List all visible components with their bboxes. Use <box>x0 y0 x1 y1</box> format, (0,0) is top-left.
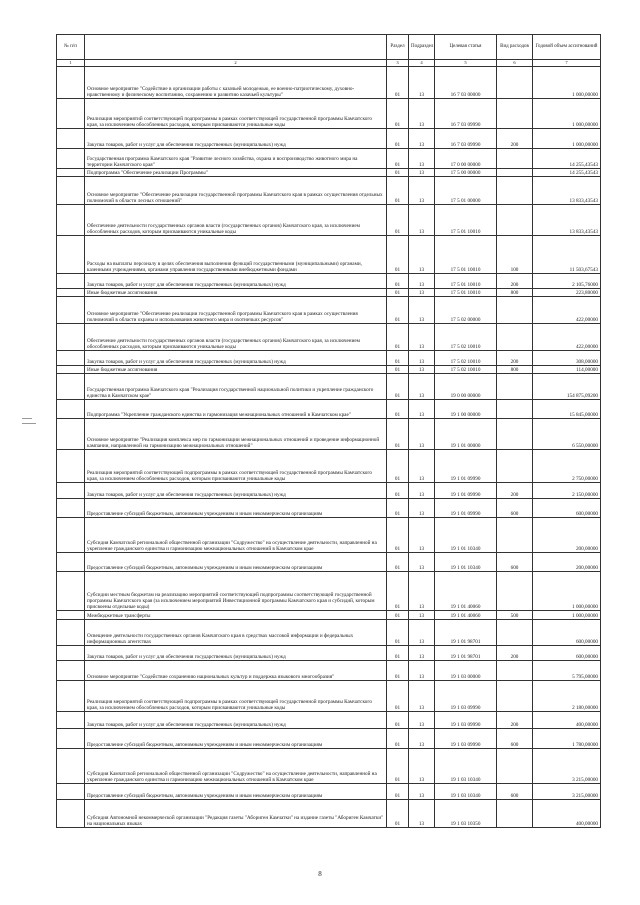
row-section-cell: 01 <box>387 297 409 324</box>
table-row <box>57 419 601 450</box>
row-name-cell: Основное мероприятие "Реализация комплекса мер по гармонизации межнациональных отношений и проведение информационной кампании, направленной на гармонизацию межнациональных отношений" <box>85 419 387 450</box>
row-name-cell: Закупка товаров, работ и услуг для обеспечения государственных (муниципальных) нужд <box>85 483 387 499</box>
row-number-cell <box>57 661 85 681</box>
row-section-cell: 01 <box>387 518 409 553</box>
row-amount-cell: 1 000,00000 <box>533 129 601 149</box>
row-expense-type-cell <box>497 681 533 712</box>
row-number-cell <box>57 99 85 129</box>
row-expense-type-cell: 200 <box>497 646 533 661</box>
row-name-cell: Государственная программа Камчатского края "Реализация государственной национальной политики и укрепление гражданского единства в Камчатском крае" <box>85 374 387 400</box>
row-article-cell: 19 1 03 10350 <box>435 800 497 828</box>
header-subsection: Подраздел <box>409 35 435 60</box>
row-subsection-cell: 13 <box>409 553 435 572</box>
row-article-cell: 17 5 01 10010 <box>435 205 497 236</box>
row-article-cell: 17 5 01 10010 <box>435 274 497 289</box>
row-name-cell: Основное мероприятие "Содействие в организации работы с казачьей молодежью, ее военно-патриотическому, духовно-нравственному и физическому воспитанию, сохранению и развитию казачьей культуры" <box>85 67 387 99</box>
row-section-cell: 01 <box>387 646 409 661</box>
table-row <box>57 712 601 729</box>
row-amount-cell: 422,00000 <box>533 324 601 351</box>
row-name-cell: Закупка товаров, работ и услуг для обеспечения государственных (муниципальных) нужд <box>85 351 387 366</box>
header-volume: Годовой объем ассигнований <box>533 35 601 60</box>
row-amount-cell: 2 105,76000 <box>533 274 601 289</box>
header-section: Раздел <box>387 35 409 60</box>
row-amount-cell: 3 215,00000 <box>533 784 601 800</box>
row-number-cell <box>57 611 85 620</box>
table-row <box>57 450 601 483</box>
row-expense-type-cell <box>497 149 533 169</box>
row-amount-cell: 1 000,00000 <box>533 611 601 620</box>
row-expense-type-cell <box>497 169 533 177</box>
row-article-cell: 16 7 03 09990 <box>435 99 497 129</box>
row-expense-type-cell <box>497 324 533 351</box>
row-name-cell: Обеспечение деятельности государственных органов власти (государственных органов) Камчатского края, за исключением обособленных расходов, которым присваиваются уникальные коды <box>85 205 387 236</box>
table-row <box>57 611 601 620</box>
row-name-cell: Межбюджетные трансферты <box>85 611 387 620</box>
column-number: 7 <box>533 60 601 67</box>
row-name-cell: Основное мероприятие "Обеспечение реализации государственной программы Камчатского края в рамках осуществления отдельных полномочий в области лесных отношений" <box>85 177 387 205</box>
row-amount-cell: 200,00000 <box>533 553 601 572</box>
row-article-cell: 16 7 03 09990 <box>435 129 497 149</box>
row-subsection-cell: 13 <box>409 749 435 784</box>
table-row <box>57 646 601 661</box>
header-expense-type: Вид расходов <box>497 35 533 60</box>
row-amount-cell: 13 833,43543 <box>533 177 601 205</box>
table-row <box>57 784 601 800</box>
row-article-cell: 19 1 01 09990 <box>435 499 497 518</box>
row-name-cell: Основное мероприятие "Содействие сохранению национальных культур и поддержка языкового многообразия" <box>85 661 387 681</box>
row-subsection-cell: 13 <box>409 274 435 289</box>
row-name-cell: Закупка товаров, работ и услуг для обеспечения государственных (муниципальных) нужд <box>85 274 387 289</box>
page-number: 8 <box>318 870 322 878</box>
margin-mark <box>22 423 36 424</box>
column-number: 4 <box>409 60 435 67</box>
row-amount-cell: 14 255,43543 <box>533 149 601 169</box>
column-number: 3 <box>387 60 409 67</box>
row-amount-cell: 223,80000 <box>533 289 601 297</box>
row-expense-type-cell <box>497 177 533 205</box>
row-name-cell: Предоставление субсидий бюджетным, автономным учреждениям и иным некоммерческим организациям <box>85 784 387 800</box>
table-row <box>57 351 601 366</box>
row-amount-cell: 600,00000 <box>533 646 601 661</box>
column-number: 6 <box>497 60 533 67</box>
table-row <box>57 518 601 553</box>
row-expense-type-cell: 600 <box>497 784 533 800</box>
row-expense-type-cell: 600 <box>497 499 533 518</box>
row-subsection-cell: 13 <box>409 67 435 99</box>
row-subsection-cell: 13 <box>409 499 435 518</box>
row-section-cell: 01 <box>387 67 409 99</box>
row-number-cell <box>57 149 85 169</box>
row-name-cell: Иные бюджетные ассигнования <box>85 289 387 297</box>
row-number-cell <box>57 729 85 749</box>
row-amount-cell: 14 255,43543 <box>533 169 601 177</box>
row-section-cell: 01 <box>387 800 409 828</box>
row-section-cell: 01 <box>387 681 409 712</box>
row-section-cell: 01 <box>387 712 409 729</box>
row-name-cell: Основное мероприятие "Обеспечение реализации государственной программы Камчатского края в рамках осуществления полномочий в области охраны и использования животного мира и охотничьих ресурсов" <box>85 297 387 324</box>
row-amount-cell: 13 833,43543 <box>533 205 601 236</box>
row-subsection-cell: 13 <box>409 784 435 800</box>
row-section-cell: 01 <box>387 419 409 450</box>
row-number-cell <box>57 129 85 149</box>
table-row <box>57 99 601 129</box>
row-name-cell: Подпрограмма "Укрепление гражданского единства и гармонизация межнациональных отношений в Камчатском крае" <box>85 400 387 419</box>
row-subsection-cell: 13 <box>409 99 435 129</box>
row-expense-type-cell <box>497 620 533 646</box>
row-section-cell: 01 <box>387 450 409 483</box>
row-number-cell <box>57 784 85 800</box>
row-article-cell: 17 5 02 10010 <box>435 351 497 366</box>
row-name-cell: Закупка товаров, работ и услуг для обеспечения государственных (муниципальных) нужд <box>85 646 387 661</box>
row-article-cell: 19 1 03 10340 <box>435 749 497 784</box>
row-number-cell <box>57 177 85 205</box>
row-amount-cell: 114,00000 <box>533 366 601 374</box>
table-row <box>57 274 601 289</box>
table-row <box>57 661 601 681</box>
row-amount-cell: 2 180,00000 <box>533 681 601 712</box>
row-section-cell: 01 <box>387 289 409 297</box>
row-section-cell: 01 <box>387 374 409 400</box>
row-subsection-cell: 13 <box>409 729 435 749</box>
row-name-cell: Реализация мероприятий соответствующей подпрограммы в рамках соответствующей государственной программы Камчатского края, за исключением обособленных расходов, которым присваиваются уникальные коды <box>85 681 387 712</box>
row-article-cell: 19 1 01 98701 <box>435 646 497 661</box>
row-amount-cell: 600,00000 <box>533 620 601 646</box>
table-body <box>57 67 601 828</box>
row-section-cell: 01 <box>387 729 409 749</box>
row-article-cell: 17 5 02 10010 <box>435 324 497 351</box>
row-expense-type-cell <box>497 374 533 400</box>
row-number-cell <box>57 236 85 274</box>
row-number-cell <box>57 289 85 297</box>
row-section-cell: 01 <box>387 749 409 784</box>
row-expense-type-cell: 200 <box>497 712 533 729</box>
row-section-cell: 01 <box>387 274 409 289</box>
budget-table <box>56 34 601 828</box>
row-expense-type-cell <box>497 518 533 553</box>
row-article-cell: 19 1 01 40060 <box>435 611 497 620</box>
row-number-cell <box>57 681 85 712</box>
row-article-cell: 17 0 00 00000 <box>435 149 497 169</box>
table-row <box>57 289 601 297</box>
row-name-cell: Субсидия Автономной некоммерческой организации "Редакция газеты "Абориген Камчатки" на издание газеты "Абориген Камчатки" на национальных языках <box>85 800 387 828</box>
budget-page <box>56 34 600 828</box>
row-section-cell: 01 <box>387 236 409 274</box>
row-subsection-cell: 13 <box>409 661 435 681</box>
row-expense-type-cell: 600 <box>497 553 533 572</box>
row-number-cell <box>57 712 85 729</box>
row-amount-cell: 154 875,09200 <box>533 374 601 400</box>
column-number: 1 <box>57 60 85 67</box>
row-number-cell <box>57 800 85 828</box>
row-expense-type-cell: 800 <box>497 289 533 297</box>
row-article-cell: 19 1 03 09990 <box>435 681 497 712</box>
row-expense-type-cell <box>497 800 533 828</box>
row-number-cell <box>57 419 85 450</box>
row-subsection-cell: 13 <box>409 149 435 169</box>
table-row <box>57 483 601 499</box>
row-amount-cell: 1 780,00000 <box>533 729 601 749</box>
row-name-cell: Освещение деятельности государственных органов Камчатского края в средствах массовой информации и федеральных информационных агентствах <box>85 620 387 646</box>
row-expense-type-cell <box>497 99 533 129</box>
row-article-cell: 19 1 01 40060 <box>435 572 497 611</box>
row-subsection-cell: 13 <box>409 297 435 324</box>
row-name-cell: Расходы на выплаты персоналу в целях обеспечения выполнения функций государственными (муниципальными) органами, казенными учреждениями, органами управления государственными внебюджетными фондами <box>85 236 387 274</box>
row-subsection-cell: 13 <box>409 800 435 828</box>
row-name-cell: Обеспечение деятельности государственных органов власти (государственных органов) Камчатского края, за исключением обособленных расходов, которым присваиваются уникальные коды <box>85 324 387 351</box>
row-section-cell: 01 <box>387 99 409 129</box>
row-amount-cell: 200,00000 <box>533 518 601 553</box>
row-name-cell: Предоставление субсидий бюджетным, автономным учреждениям и иным некоммерческим организациям <box>85 729 387 749</box>
row-number-cell <box>57 646 85 661</box>
row-article-cell: 19 1 01 00000 <box>435 419 497 450</box>
row-amount-cell: 1 000,00000 <box>533 572 601 611</box>
row-section-cell: 01 <box>387 149 409 169</box>
row-number-cell <box>57 450 85 483</box>
row-expense-type-cell: 500 <box>497 611 533 620</box>
row-section-cell: 01 <box>387 661 409 681</box>
row-expense-type-cell <box>497 400 533 419</box>
row-amount-cell: 11 503,67543 <box>533 236 601 274</box>
row-number-cell <box>57 620 85 646</box>
table-row <box>57 67 601 99</box>
row-subsection-cell: 13 <box>409 366 435 374</box>
table-row <box>57 177 601 205</box>
row-name-cell: Закупка товаров, работ и услуг для обеспечения государственных (муниципальных) нужд <box>85 129 387 149</box>
table-row <box>57 499 601 518</box>
row-expense-type-cell <box>497 419 533 450</box>
row-amount-cell: 422,00000 <box>533 297 601 324</box>
row-name-cell: Государственная программа Камчатского края "Развитие лесного хозяйства, охрана и воспроизводство животного мира на территории Камчатского края" <box>85 149 387 169</box>
row-article-cell: 19 1 01 10340 <box>435 553 497 572</box>
table-row <box>57 681 601 712</box>
row-expense-type-cell <box>497 67 533 99</box>
column-number: 5 <box>435 60 497 67</box>
row-article-cell: 17 5 02 00000 <box>435 297 497 324</box>
row-section-cell: 01 <box>387 499 409 518</box>
row-amount-cell: 2 750,00000 <box>533 450 601 483</box>
row-subsection-cell: 13 <box>409 400 435 419</box>
row-section-cell: 01 <box>387 620 409 646</box>
row-section-cell: 01 <box>387 351 409 366</box>
row-expense-type-cell <box>497 205 533 236</box>
row-number-cell <box>57 274 85 289</box>
row-expense-type-cell <box>497 572 533 611</box>
table-row <box>57 374 601 400</box>
row-amount-cell: 15 845,00000 <box>533 400 601 419</box>
row-subsection-cell: 13 <box>409 681 435 712</box>
row-name-cell: Иные бюджетные ассигнования <box>85 366 387 374</box>
table-row <box>57 572 601 611</box>
row-number-cell <box>57 518 85 553</box>
row-subsection-cell: 13 <box>409 450 435 483</box>
row-name-cell: Реализация мероприятий соответствующей подпрограммы в рамках соответствующей государственной программы Камчатского края, за исключением обособленных расходов, которым присваиваются уникальные коды <box>85 99 387 129</box>
table-row <box>57 800 601 828</box>
table-row <box>57 205 601 236</box>
row-article-cell: 16 7 03 00000 <box>435 67 497 99</box>
row-article-cell: 19 1 03 00000 <box>435 661 497 681</box>
row-article-cell: 19 1 01 09990 <box>435 483 497 499</box>
table-row <box>57 297 601 324</box>
column-number-row <box>57 60 601 67</box>
row-expense-type-cell: 200 <box>497 129 533 149</box>
header-num: № п/п <box>57 35 85 60</box>
table-row <box>57 749 601 784</box>
row-section-cell: 01 <box>387 400 409 419</box>
row-subsection-cell: 13 <box>409 236 435 274</box>
row-article-cell: 19 1 01 09990 <box>435 450 497 483</box>
table-row <box>57 620 601 646</box>
row-expense-type-cell <box>497 661 533 681</box>
row-expense-type-cell: 600 <box>497 729 533 749</box>
row-article-cell: 19 1 01 10340 <box>435 518 497 553</box>
row-amount-cell: 1 000,00000 <box>533 99 601 129</box>
row-section-cell: 01 <box>387 611 409 620</box>
table-row <box>57 236 601 274</box>
row-article-cell: 19 0 00 00000 <box>435 374 497 400</box>
row-number-cell <box>57 499 85 518</box>
row-section-cell: 01 <box>387 483 409 499</box>
row-name-cell: Реализация мероприятий соответствующей подпрограммы в рамках соответствующей государственной программы Камчатского края, за исключением обособленных расходов, которым присваиваются уникальные коды <box>85 450 387 483</box>
row-number-cell <box>57 366 85 374</box>
row-number-cell <box>57 297 85 324</box>
table-row <box>57 129 601 149</box>
row-amount-cell: 6 550,00000 <box>533 419 601 450</box>
row-subsection-cell: 13 <box>409 129 435 149</box>
row-subsection-cell: 13 <box>409 620 435 646</box>
row-subsection-cell: 13 <box>409 374 435 400</box>
row-subsection-cell: 13 <box>409 646 435 661</box>
row-name-cell: Закупка товаров, работ и услуг для обеспечения государственных (муниципальных) нужд <box>85 712 387 729</box>
row-expense-type-cell: 200 <box>497 351 533 366</box>
row-name-cell: Субсидии местным бюджетам на реализацию мероприятий соответствующей подпрограммы соответствующей государственной программы Камчатского края (за исключением мероприятий Инвестиционной программы Камчатского края и субсидий, которым присвоены отдельные коды) <box>85 572 387 611</box>
row-subsection-cell: 13 <box>409 177 435 205</box>
row-section-cell: 01 <box>387 366 409 374</box>
row-subsection-cell: 13 <box>409 169 435 177</box>
row-number-cell <box>57 572 85 611</box>
row-subsection-cell: 13 <box>409 419 435 450</box>
row-number-cell <box>57 169 85 177</box>
row-number-cell <box>57 553 85 572</box>
row-article-cell: 17 5 00 00000 <box>435 169 497 177</box>
table-header-row <box>57 35 601 60</box>
row-article-cell: 17 5 01 10010 <box>435 289 497 297</box>
row-amount-cell: 308,00000 <box>533 351 601 366</box>
row-subsection-cell: 13 <box>409 351 435 366</box>
row-name-cell: Субсидия Камчатской региональной общественной организации "Содружество" на осуществление деятельности, направленной на укрепление гражданского единства и гармонизацию межнациональных отношений в Камчатском крае <box>85 749 387 784</box>
row-article-cell: 17 5 02 10010 <box>435 366 497 374</box>
row-amount-cell: 1 000,00000 <box>533 67 601 99</box>
row-name-cell: Подпрограмма "Обеспечение реализации Программы" <box>85 169 387 177</box>
row-number-cell <box>57 749 85 784</box>
table-row <box>57 366 601 374</box>
row-article-cell: 17 5 01 10010 <box>435 236 497 274</box>
row-amount-cell: 5 795,00000 <box>533 661 601 681</box>
row-subsection-cell: 13 <box>409 572 435 611</box>
row-amount-cell: 400,00000 <box>533 712 601 729</box>
row-name-cell: Предоставление субсидий бюджетным, автономным учреждениям и иным некоммерческим организациям <box>85 553 387 572</box>
row-number-cell <box>57 67 85 99</box>
row-article-cell: 19 1 03 09990 <box>435 712 497 729</box>
margin-mark <box>22 418 32 419</box>
row-section-cell: 01 <box>387 129 409 149</box>
row-subsection-cell: 13 <box>409 205 435 236</box>
row-name-cell: Субсидия Камчатской региональной общественной организации "Содружество" на осуществление деятельности, направленной на укрепление гражданского единства и гармонизацию межнациональных отношений в Камчатском крае <box>85 518 387 553</box>
row-number-cell <box>57 374 85 400</box>
row-section-cell: 01 <box>387 169 409 177</box>
row-subsection-cell: 13 <box>409 289 435 297</box>
row-expense-type-cell <box>497 749 533 784</box>
row-article-cell: 19 1 01 98701 <box>435 620 497 646</box>
row-subsection-cell: 13 <box>409 712 435 729</box>
table-row <box>57 169 601 177</box>
row-subsection-cell: 13 <box>409 483 435 499</box>
table-row <box>57 729 601 749</box>
row-subsection-cell: 13 <box>409 611 435 620</box>
row-section-cell: 01 <box>387 784 409 800</box>
header-name <box>85 35 387 60</box>
row-number-cell <box>57 205 85 236</box>
row-subsection-cell: 13 <box>409 324 435 351</box>
row-article-cell: 17 5 01 00000 <box>435 177 497 205</box>
row-number-cell <box>57 483 85 499</box>
row-amount-cell: 400,00000 <box>533 800 601 828</box>
row-amount-cell: 3 215,00000 <box>533 749 601 784</box>
row-subsection-cell: 13 <box>409 518 435 553</box>
header-article: Целевая статья <box>435 35 497 60</box>
row-number-cell <box>57 351 85 366</box>
column-number: 2 <box>85 60 387 67</box>
table-row <box>57 149 601 169</box>
table-row <box>57 324 601 351</box>
row-amount-cell: 2 150,00000 <box>533 483 601 499</box>
row-article-cell: 19 1 03 10340 <box>435 784 497 800</box>
table-row <box>57 553 601 572</box>
row-expense-type-cell: 200 <box>497 483 533 499</box>
row-section-cell: 01 <box>387 205 409 236</box>
row-expense-type-cell: 100 <box>497 236 533 274</box>
row-article-cell: 19 1 00 00000 <box>435 400 497 419</box>
row-section-cell: 01 <box>387 324 409 351</box>
row-expense-type-cell <box>497 450 533 483</box>
row-number-cell <box>57 400 85 419</box>
row-expense-type-cell <box>497 297 533 324</box>
row-section-cell: 01 <box>387 553 409 572</box>
row-number-cell <box>57 324 85 351</box>
row-section-cell: 01 <box>387 177 409 205</box>
row-section-cell: 01 <box>387 572 409 611</box>
row-name-cell: Предоставление субсидий бюджетным, автономным учреждениям и иным некоммерческим организациям <box>85 499 387 518</box>
table-row <box>57 400 601 419</box>
row-expense-type-cell: 200 <box>497 274 533 289</box>
row-expense-type-cell: 800 <box>497 366 533 374</box>
row-amount-cell: 600,00000 <box>533 499 601 518</box>
row-article-cell: 19 1 03 09990 <box>435 729 497 749</box>
